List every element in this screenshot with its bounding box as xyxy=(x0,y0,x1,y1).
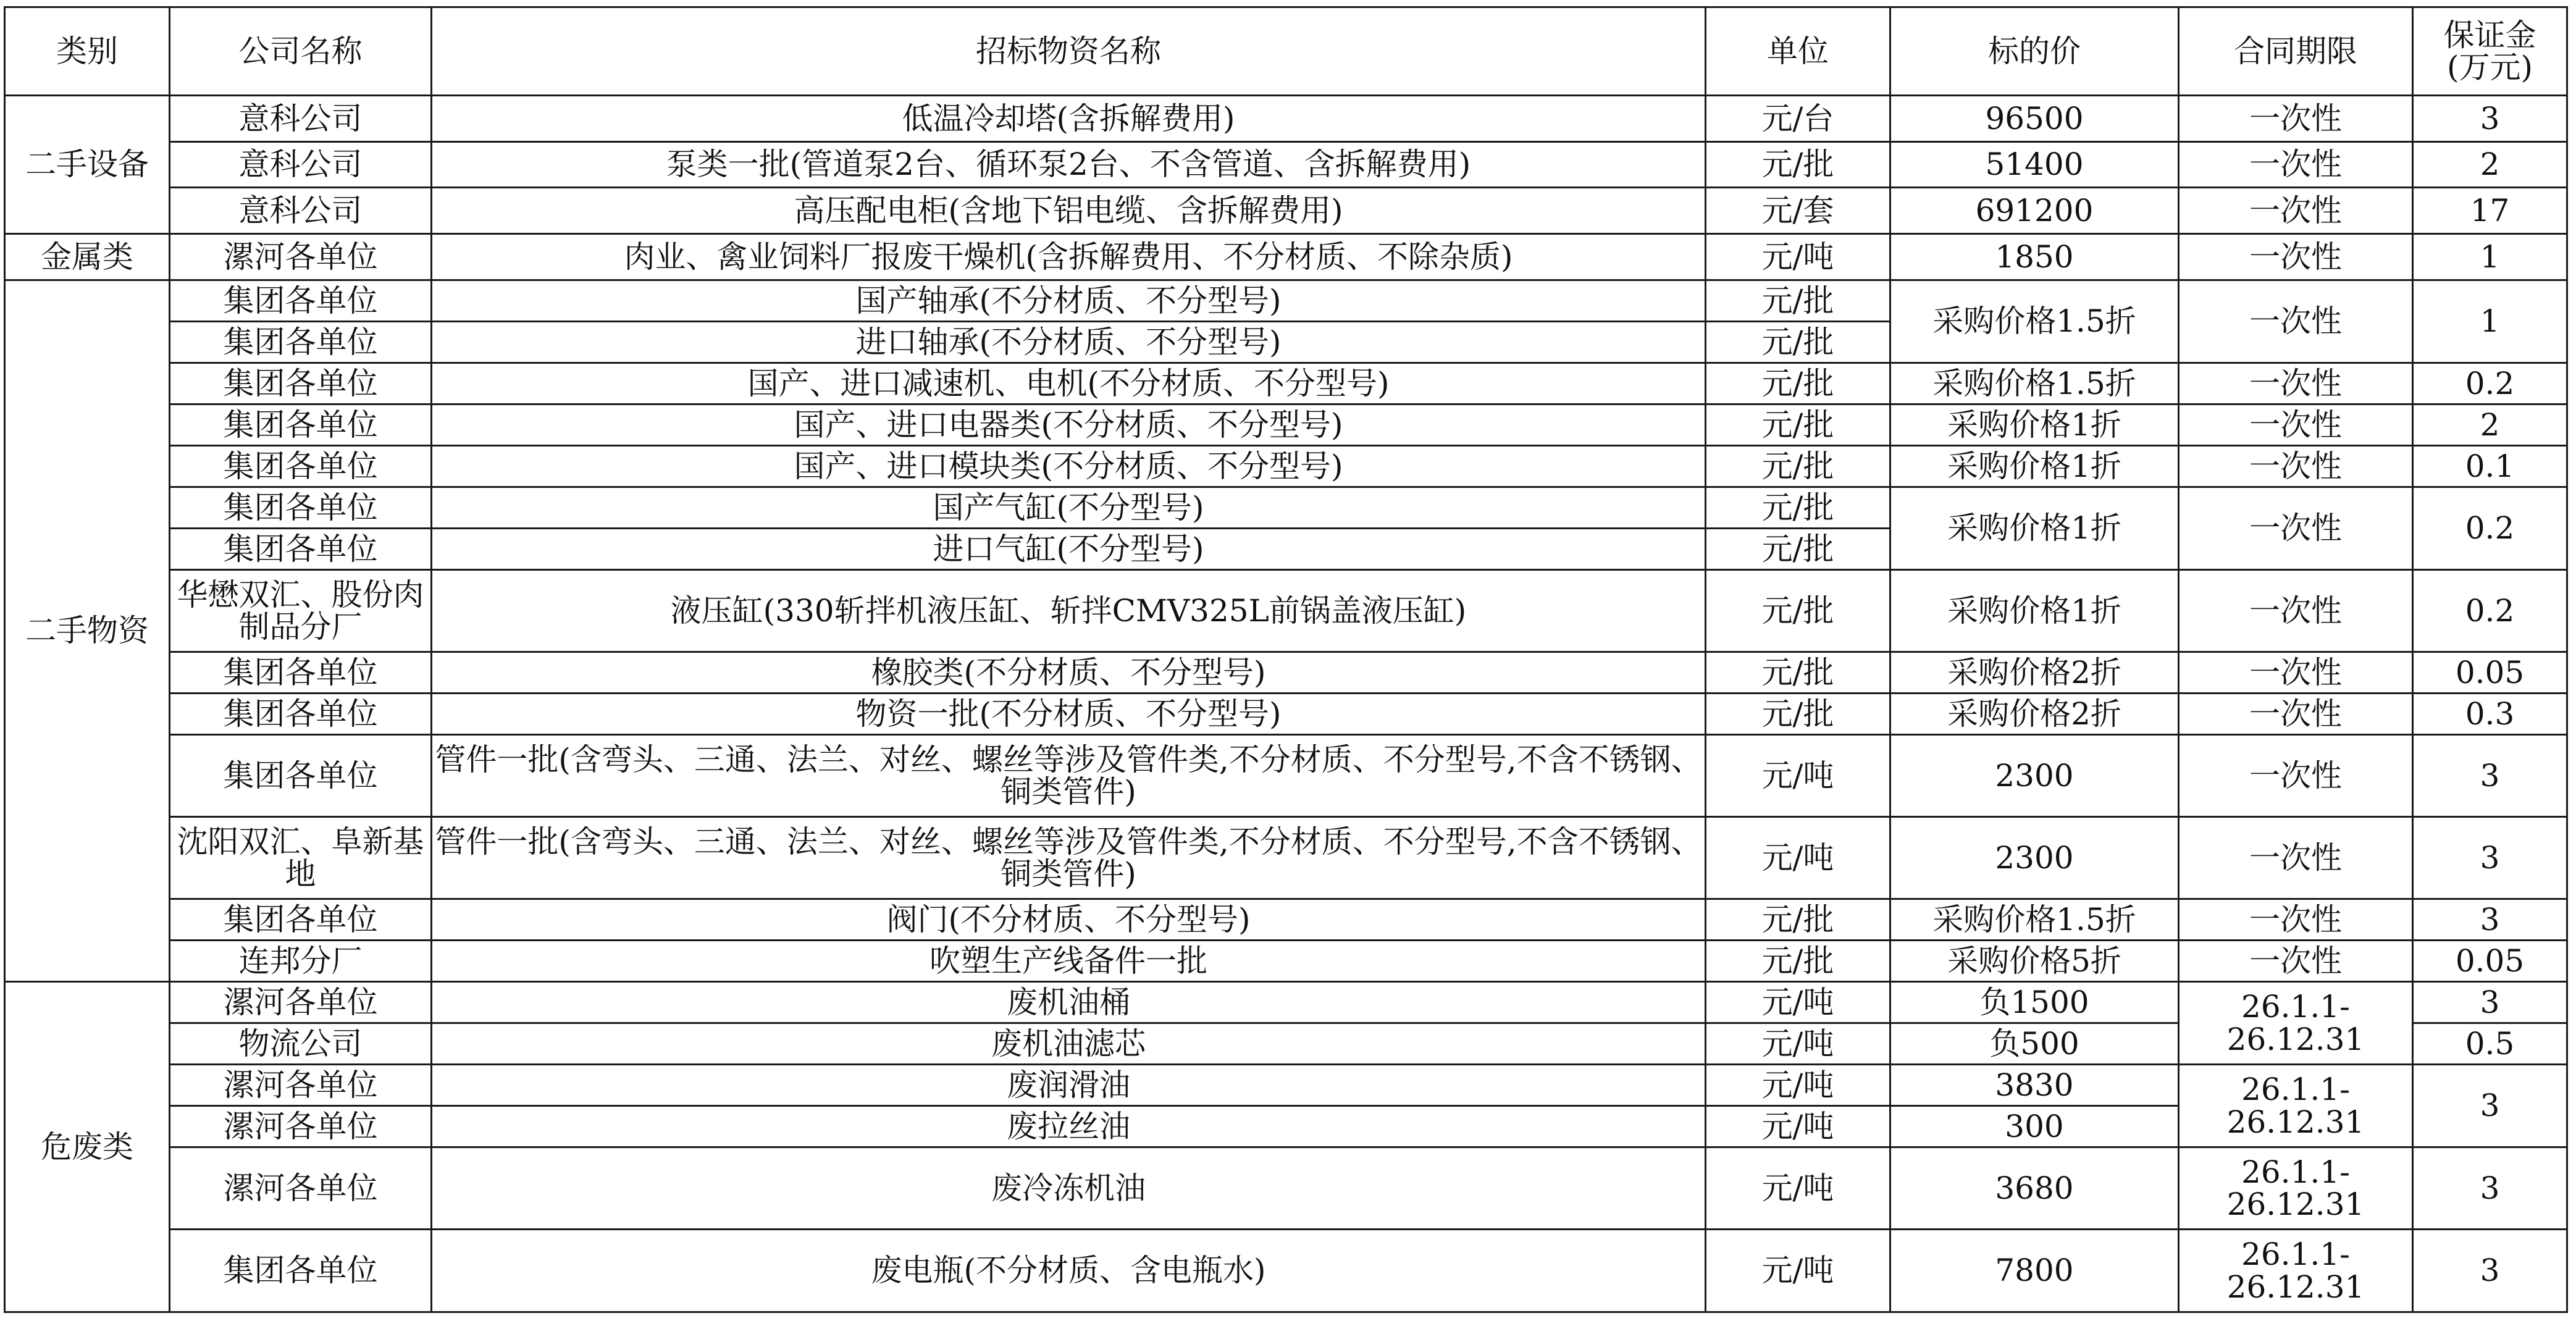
header-deposit-line1: 保证金 xyxy=(2443,17,2536,53)
table-row xyxy=(5,1147,2567,1230)
table-row xyxy=(5,188,2567,234)
table-row xyxy=(5,446,2567,487)
company-cell: 集团各单位 xyxy=(170,280,432,322)
deposit-cell: 1 xyxy=(2413,280,2567,363)
term-cell: 一次性 xyxy=(2179,941,2413,982)
table-row xyxy=(5,941,2567,982)
header-unit: 单位 xyxy=(1706,7,1890,96)
item-cell: 国产轴承(不分材质、不分型号) xyxy=(432,280,1706,322)
unit-cell: 元/吨 xyxy=(1706,1230,1890,1312)
term-cell: 一次性 xyxy=(2179,652,2413,694)
unit-cell: 元/批 xyxy=(1706,142,1890,188)
table-row xyxy=(5,405,2567,446)
price-cell: 采购价格2折 xyxy=(1890,694,2179,735)
item-cell: 管件一批(含弯头、三通、法兰、对丝、螺丝等涉及管件类,不分材质、不分型号,不含不锈钢、铜类管件) xyxy=(432,735,1706,817)
table-row xyxy=(5,1065,2567,1106)
deposit-cell: 0.5 xyxy=(2413,1023,2567,1065)
table-row xyxy=(5,1230,2567,1312)
term-cell: 一次性 xyxy=(2179,694,2413,735)
deposit-cell: 2 xyxy=(2413,405,2567,446)
deposit-cell: 3 xyxy=(2413,1147,2567,1230)
table-row xyxy=(5,487,2567,529)
price-cell: 采购价格2折 xyxy=(1890,652,2179,694)
table-row xyxy=(5,899,2567,941)
unit-cell: 元/批 xyxy=(1706,322,1890,363)
item-cell: 废润滑油 xyxy=(432,1065,1706,1106)
term-cell: 一次性 xyxy=(2179,817,2413,899)
item-cell: 国产气缸(不分型号) xyxy=(432,487,1706,529)
item-cell: 废电瓶(不分材质、含电瓶水) xyxy=(432,1230,1706,1312)
table-row xyxy=(5,234,2567,280)
item-cell: 废拉丝油 xyxy=(432,1106,1706,1147)
unit-cell: 元/吨 xyxy=(1706,817,1890,899)
company-cell: 集团各单位 xyxy=(170,694,432,735)
unit-cell: 元/批 xyxy=(1706,280,1890,322)
price-cell: 2300 xyxy=(1890,817,2179,899)
deposit-cell: 1 xyxy=(2413,234,2567,280)
price-cell: 300 xyxy=(1890,1106,2179,1147)
company-cell: 意科公司 xyxy=(170,188,432,234)
term-cell: 一次性 xyxy=(2179,446,2413,487)
unit-cell: 元/吨 xyxy=(1706,1023,1890,1065)
header-company: 公司名称 xyxy=(170,7,432,96)
price-cell: 2300 xyxy=(1890,735,2179,817)
company-cell: 集团各单位 xyxy=(170,363,432,405)
item-cell: 吹塑生产线备件一批 xyxy=(432,941,1706,982)
deposit-cell: 3 xyxy=(2413,1230,2567,1312)
item-cell: 液压缸(330斩拌机液压缸、斩拌CMV325L前锅盖液压缸) xyxy=(432,570,1706,652)
price-cell: 负1500 xyxy=(1890,982,2179,1023)
term-cell: 一次性 xyxy=(2179,188,2413,234)
term-cell: 一次性 xyxy=(2179,735,2413,817)
company-cell: 华懋双汇、股份肉制品分厂 xyxy=(170,570,432,652)
bid-table xyxy=(4,6,2568,1313)
unit-cell: 元/吨 xyxy=(1706,1147,1890,1230)
header-item: 招标物资名称 xyxy=(432,7,1706,96)
price-cell: 采购价格1.5折 xyxy=(1890,280,2179,363)
item-cell: 废机油桶 xyxy=(432,982,1706,1023)
deposit-cell: 0.2 xyxy=(2413,363,2567,405)
item-cell: 低温冷却塔(含拆解费用) xyxy=(432,96,1706,142)
company-cell: 漯河各单位 xyxy=(170,1065,432,1106)
item-cell: 废机油滤芯 xyxy=(432,1023,1706,1065)
unit-cell: 元/吨 xyxy=(1706,1065,1890,1106)
item-cell: 管件一批(含弯头、三通、法兰、对丝、螺丝等涉及管件类,不分材质、不分型号,不含不锈钢、铜类管件) xyxy=(432,817,1706,899)
company-cell: 物流公司 xyxy=(170,1023,432,1065)
item-cell: 橡胶类(不分材质、不分型号) xyxy=(432,652,1706,694)
price-cell: 7800 xyxy=(1890,1230,2179,1312)
unit-cell: 元/吨 xyxy=(1706,735,1890,817)
term-cell: 一次性 xyxy=(2179,405,2413,446)
company-cell: 漯河各单位 xyxy=(170,1147,432,1230)
header-price: 标的价 xyxy=(1890,7,2179,96)
deposit-cell: 0.3 xyxy=(2413,694,2567,735)
item-cell: 物资一批(不分材质、不分型号) xyxy=(432,694,1706,735)
price-cell: 96500 xyxy=(1890,96,2179,142)
company-cell: 集团各单位 xyxy=(170,405,432,446)
table-row xyxy=(5,142,2567,188)
company-cell: 集团各单位 xyxy=(170,899,432,941)
item-cell: 国产、进口减速机、电机(不分材质、不分型号) xyxy=(432,363,1706,405)
header-deposit xyxy=(2413,7,2567,96)
unit-cell: 元/批 xyxy=(1706,899,1890,941)
term-cell: 一次性 xyxy=(2179,899,2413,941)
deposit-cell: 0.05 xyxy=(2413,652,2567,694)
unit-cell: 元/批 xyxy=(1706,363,1890,405)
category-cell: 金属类 xyxy=(5,234,170,280)
table-row xyxy=(5,363,2567,405)
company-cell: 集团各单位 xyxy=(170,1230,432,1312)
company-cell: 集团各单位 xyxy=(170,529,432,570)
table-row xyxy=(5,694,2567,735)
price-cell: 采购价格5折 xyxy=(1890,941,2179,982)
company-cell: 集团各单位 xyxy=(170,735,432,817)
table-row xyxy=(5,280,2567,322)
header-row xyxy=(5,7,2567,96)
company-cell: 集团各单位 xyxy=(170,446,432,487)
unit-cell: 元/批 xyxy=(1706,941,1890,982)
item-cell: 进口轴承(不分材质、不分型号) xyxy=(432,322,1706,363)
unit-cell: 元/批 xyxy=(1706,405,1890,446)
company-cell: 漯河各单位 xyxy=(170,1106,432,1147)
price-cell: 3680 xyxy=(1890,1147,2179,1230)
term-cell: 26.1.1-26.12.31 xyxy=(2179,982,2413,1065)
term-cell: 一次性 xyxy=(2179,96,2413,142)
term-cell: 一次性 xyxy=(2179,363,2413,405)
price-cell: 采购价格1折 xyxy=(1890,487,2179,570)
term-cell: 26.1.1-26.12.31 xyxy=(2179,1065,2413,1147)
table-row xyxy=(5,570,2567,652)
unit-cell: 元/吨 xyxy=(1706,234,1890,280)
company-cell: 集团各单位 xyxy=(170,487,432,529)
deposit-cell: 3 xyxy=(2413,982,2567,1023)
unit-cell: 元/套 xyxy=(1706,188,1890,234)
term-cell: 一次性 xyxy=(2179,570,2413,652)
unit-cell: 元/批 xyxy=(1706,570,1890,652)
item-cell: 废冷冻机油 xyxy=(432,1147,1706,1230)
table-row xyxy=(5,817,2567,899)
item-cell: 国产、进口模块类(不分材质、不分型号) xyxy=(432,446,1706,487)
deposit-cell: 3 xyxy=(2413,899,2567,941)
deposit-cell: 17 xyxy=(2413,188,2567,234)
term-cell: 一次性 xyxy=(2179,234,2413,280)
price-cell: 负500 xyxy=(1890,1023,2179,1065)
category-cell: 二手设备 xyxy=(5,96,170,234)
item-cell: 肉业、禽业饲料厂报废干燥机(含拆解费用、不分材质、不除杂质) xyxy=(432,234,1706,280)
price-cell: 采购价格1.5折 xyxy=(1890,899,2179,941)
price-cell: 691200 xyxy=(1890,188,2179,234)
price-cell: 采购价格1折 xyxy=(1890,405,2179,446)
price-cell: 3830 xyxy=(1890,1065,2179,1106)
deposit-cell: 0.05 xyxy=(2413,941,2567,982)
category-cell: 二手物资 xyxy=(5,280,170,982)
company-cell: 集团各单位 xyxy=(170,652,432,694)
unit-cell: 元/吨 xyxy=(1706,1106,1890,1147)
deposit-cell: 0.1 xyxy=(2413,446,2567,487)
company-cell: 意科公司 xyxy=(170,96,432,142)
deposit-cell: 3 xyxy=(2413,817,2567,899)
unit-cell: 元/批 xyxy=(1706,446,1890,487)
category-cell: 危废类 xyxy=(5,982,170,1312)
bid-table-container xyxy=(4,6,2568,1313)
term-cell: 一次性 xyxy=(2179,142,2413,188)
company-cell: 意科公司 xyxy=(170,142,432,188)
item-cell: 阀门(不分材质、不分型号) xyxy=(432,899,1706,941)
deposit-cell: 0.2 xyxy=(2413,487,2567,570)
header-category: 类别 xyxy=(5,7,170,96)
company-cell: 漯河各单位 xyxy=(170,234,432,280)
company-cell: 集团各单位 xyxy=(170,322,432,363)
term-cell: 一次性 xyxy=(2179,280,2413,363)
header-deposit-line2: (万元) xyxy=(2446,49,2533,85)
unit-cell: 元/吨 xyxy=(1706,982,1890,1023)
company-cell: 连邦分厂 xyxy=(170,941,432,982)
unit-cell: 元/批 xyxy=(1706,529,1890,570)
unit-cell: 元/批 xyxy=(1706,694,1890,735)
table-row xyxy=(5,652,2567,694)
unit-cell: 元/批 xyxy=(1706,487,1890,529)
unit-cell: 元/台 xyxy=(1706,96,1890,142)
item-cell: 国产、进口电器类(不分材质、不分型号) xyxy=(432,405,1706,446)
deposit-cell: 0.2 xyxy=(2413,570,2567,652)
deposit-cell: 3 xyxy=(2413,96,2567,142)
table-row xyxy=(5,96,2567,142)
item-cell: 高压配电柜(含地下铝电缆、含拆解费用) xyxy=(432,188,1706,234)
header-term: 合同期限 xyxy=(2179,7,2413,96)
deposit-cell: 3 xyxy=(2413,1065,2567,1147)
company-cell: 沈阳双汇、阜新基地 xyxy=(170,817,432,899)
unit-cell: 元/批 xyxy=(1706,652,1890,694)
price-cell: 采购价格1.5折 xyxy=(1890,363,2179,405)
table-row xyxy=(5,735,2567,817)
price-cell: 51400 xyxy=(1890,142,2179,188)
item-cell: 进口气缸(不分型号) xyxy=(432,529,1706,570)
term-cell: 26.1.1-26.12.31 xyxy=(2179,1147,2413,1230)
table-row xyxy=(5,982,2567,1023)
deposit-cell: 2 xyxy=(2413,142,2567,188)
company-cell: 漯河各单位 xyxy=(170,982,432,1023)
term-cell: 26.1.1-26.12.31 xyxy=(2179,1230,2413,1312)
price-cell: 1850 xyxy=(1890,234,2179,280)
deposit-cell: 3 xyxy=(2413,735,2567,817)
price-cell: 采购价格1折 xyxy=(1890,446,2179,487)
price-cell: 采购价格1折 xyxy=(1890,570,2179,652)
item-cell: 泵类一批(管道泵2台、循环泵2台、不含管道、含拆解费用) xyxy=(432,142,1706,188)
term-cell: 一次性 xyxy=(2179,487,2413,570)
